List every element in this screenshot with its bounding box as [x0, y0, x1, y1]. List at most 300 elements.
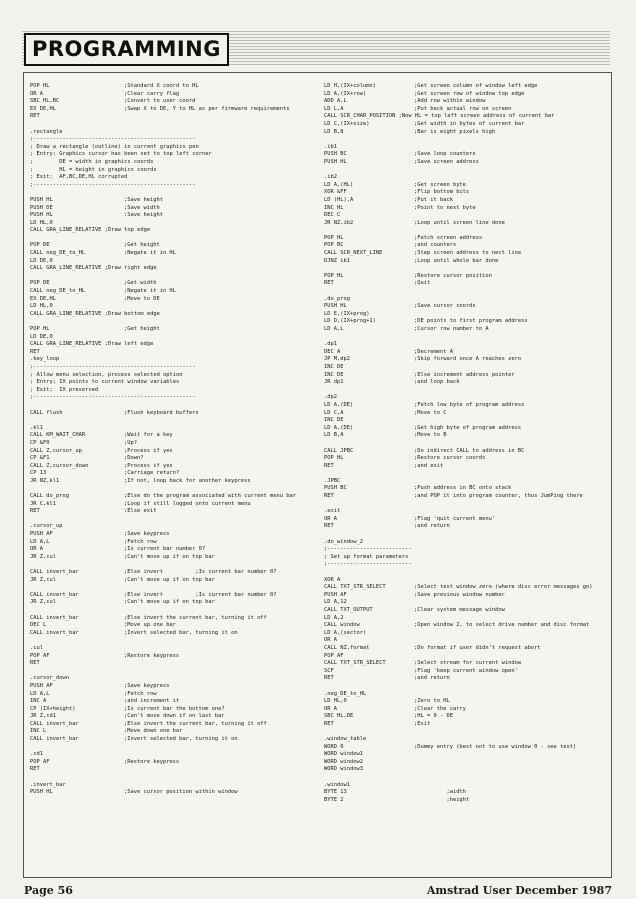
code-line: [30, 577, 318, 585]
code-comment: ;Can't move up if on top bar: [124, 576, 215, 583]
code-instruction: JR Z,cul: [30, 576, 56, 583]
code-line: [324, 630, 610, 638]
code-instruction: RET: [324, 720, 334, 727]
code-comment: ;Can't move up if on top bar: [124, 553, 215, 560]
code-instruction: OR A: [30, 90, 43, 97]
code-instruction: LD HL,0: [30, 219, 53, 226]
code-line: [324, 174, 610, 182]
code-comment: ;Loop until screen line done: [414, 219, 505, 226]
code-comment: ;Cursor row number to A: [414, 326, 489, 332]
code-instruction: DEC L: [30, 622, 47, 629]
code-instruction: INC DE: [324, 417, 344, 424]
code-line: [324, 273, 610, 281]
code-comment: ;Zero to HL: [414, 698, 450, 705]
code-line: [30, 630, 318, 638]
code-comment: ;and loop back: [414, 379, 460, 386]
code-line: [30, 653, 318, 661]
code-comment: ;and return: [414, 523, 450, 530]
code-line: [30, 334, 318, 342]
code-comment: ;Save keypress: [124, 682, 170, 689]
code-line: [324, 660, 610, 668]
code-line: [30, 212, 318, 220]
code-comment: ;Dummy entry (best not to use window 0 - see text): [414, 743, 577, 750]
code-line: [324, 751, 610, 759]
code-instruction: PUSH HL: [30, 789, 53, 796]
code-line: [324, 766, 610, 774]
code-instruction: ; Allow menu selection, process selected option: [30, 371, 183, 378]
code-comment: ;Bar is eight pixels high: [414, 128, 496, 135]
code-line: [324, 797, 610, 805]
code-instruction: INC L: [30, 728, 47, 735]
header-band: [22, 30, 610, 65]
code-comment: ;Do format if user didn't request abort: [414, 644, 541, 651]
code-instruction: PUSH BC: [324, 151, 347, 158]
code-instruction: LD A,L: [30, 690, 50, 697]
code-comment: ;Loop if still logged onto current menu: [124, 500, 251, 507]
code-comment: ;height: [414, 796, 470, 803]
code-comment: ;Else do the program associated with current menu bar: [124, 493, 297, 500]
code-line: [30, 675, 318, 683]
code-comment: ;Step screen address to nect line: [414, 250, 522, 257]
code-line: [30, 288, 318, 296]
code-line: [324, 675, 610, 683]
code-instruction: RET: [30, 113, 40, 120]
code-line: [30, 394, 318, 402]
code-instruction: POP AF: [30, 652, 50, 659]
code-line: [30, 766, 318, 774]
code-instruction: PUSH BC: [324, 485, 347, 492]
code-line: [324, 698, 610, 706]
code-line: [324, 113, 610, 121]
code-line: [324, 250, 610, 258]
code-instruction: LD A,L: [324, 326, 344, 332]
code-line: [324, 470, 610, 478]
code-comment: ;Convert to user coord: [124, 98, 196, 105]
code-line: [324, 296, 610, 304]
code-instruction: WORD 0: [324, 743, 344, 750]
code-instruction: RET: [30, 766, 40, 773]
code-instruction: CALL SCR_NEXT_LINE: [324, 250, 383, 257]
code-line: [324, 197, 610, 205]
code-comment: ;Do indirect CALL to address in BC: [414, 447, 525, 454]
code-line: [30, 485, 318, 493]
code-comment: ;Loop until whole bar done: [414, 257, 499, 264]
code-instruction: LD HL,0: [324, 698, 347, 705]
code-comment: ;Is current bar the bottom one?: [124, 705, 225, 712]
code-instruction: .cd1: [30, 751, 43, 758]
code-comment: ;Flush keyboard buffers: [124, 409, 199, 416]
code-line: [324, 448, 610, 456]
code-line: [324, 280, 610, 288]
code-comment: ;Push address in BC onto stack: [414, 485, 512, 492]
code-line: [324, 144, 610, 152]
code-line: [30, 531, 318, 539]
code-instruction: PUSH HL: [324, 158, 347, 165]
code-line: [30, 144, 318, 152]
code-line: [30, 227, 318, 235]
code-comment: ;Save width: [124, 204, 160, 211]
code-comment: ;Flag 'quit current menu': [414, 515, 496, 522]
code-line: [30, 432, 318, 440]
code-instruction: LD B,A: [324, 432, 344, 439]
code-instruction: ;--------------------------------------------------: [30, 181, 196, 188]
code-instruction: LD A,(IX+row): [324, 90, 367, 97]
code-comment: ;Else invert the current bar, turning it off: [124, 614, 267, 621]
code-line: [30, 493, 318, 501]
code-instruction: CALL GRA_LINE_RELATIVE ;Draw left edge: [30, 341, 154, 348]
code-line: [324, 242, 610, 250]
code-line: [30, 417, 318, 425]
code-comment: ;Add row within window: [414, 98, 486, 105]
code-instruction: CP 13: [30, 470, 47, 477]
code-comment: ;Negate it in HL: [124, 288, 176, 295]
code-instruction: INC HL: [324, 204, 344, 211]
code-instruction: ;--------------------------: [324, 561, 412, 568]
code-comment: ;Save cursor position within window: [124, 789, 238, 796]
code-line: [324, 546, 610, 554]
code-instruction: OR A: [30, 546, 43, 553]
code-instruction: .ib1: [324, 143, 337, 150]
code-line: [30, 607, 318, 615]
code-line: [30, 463, 318, 471]
code-line: [324, 554, 610, 562]
code-comment: ;Save cursor coords: [414, 303, 476, 310]
code-comment: ;Save keypress: [124, 531, 170, 538]
code-instruction: .cursor_up: [30, 523, 63, 530]
code-instruction: CALL invert_bar: [30, 569, 79, 575]
code-line: [324, 402, 610, 410]
code-instruction: CALL flush: [30, 409, 63, 416]
code-instruction: WORD window2: [324, 758, 363, 765]
code-instruction: .JPBC: [324, 477, 341, 484]
code-instruction: WORD window1: [324, 751, 363, 758]
code-line: [30, 523, 318, 531]
section-title: PROGRAMMING: [24, 33, 229, 66]
code-line: [30, 501, 318, 509]
code-line: [30, 410, 318, 418]
code-line: [324, 478, 610, 486]
code-line: [324, 561, 610, 569]
code-line: [30, 91, 318, 99]
code-instruction: CALL NZ,format: [324, 644, 370, 651]
code-line: [324, 387, 610, 395]
code-line: [324, 728, 610, 736]
code-line: [30, 273, 318, 281]
code-line: [30, 296, 318, 304]
code-instruction: RET: [324, 462, 334, 469]
code-instruction: LD C,(IX+size): [324, 120, 370, 127]
code-line: [324, 622, 610, 630]
code-line: [30, 197, 318, 205]
code-line: [324, 516, 610, 524]
right-code-column: [324, 83, 610, 804]
code-instruction: ADD A,L: [324, 98, 347, 105]
code-instruction: WORD window3: [324, 766, 363, 773]
code-line: [30, 713, 318, 721]
code-line: [30, 205, 318, 213]
code-instruction: CALL SCR_CHAR_POSITION ;Now HL = top left screen address of current bar: [324, 113, 555, 120]
code-instruction: CALL invert_bar: [30, 736, 79, 743]
code-line: [324, 349, 610, 357]
code-line: [324, 151, 610, 159]
code-instruction: JR Z,cul: [30, 599, 56, 606]
code-instruction: CALL TXT_STR_SELECT: [324, 584, 386, 591]
code-line: [324, 774, 610, 782]
code-instruction: XOR A: [324, 576, 341, 583]
code-line: [324, 98, 610, 106]
code-comment: ;width: [414, 789, 466, 796]
code-line: [30, 478, 318, 486]
code-comment: ;Can't move up if on top bar: [124, 599, 215, 606]
code-line: [30, 387, 318, 395]
code-instruction: RET: [324, 675, 334, 682]
code-line: [30, 569, 318, 577]
code-instruction: JR Z,cul: [30, 553, 56, 560]
code-instruction: CALL do_prog: [30, 493, 69, 500]
code-line: [324, 691, 610, 699]
code-comment: ;Get screen row of window top edge: [414, 90, 525, 97]
code-comment: ;Process if yes: [124, 447, 173, 454]
code-instruction: ; Set up format parameters: [324, 553, 409, 560]
code-comment: ;Point to next byte: [414, 204, 476, 211]
code-instruction: OR A: [324, 705, 337, 712]
code-instruction: JR dp1: [324, 379, 344, 386]
code-line: [30, 584, 318, 592]
code-instruction: LD A,(sector): [324, 629, 367, 636]
code-line: [30, 691, 318, 699]
code-instruction: SBC HL,DE: [324, 713, 354, 720]
code-comment: ;Else invert ;Is current bar number 0?: [124, 591, 277, 598]
code-line: [30, 364, 318, 372]
code-instruction: POP AF: [324, 652, 344, 659]
code-instruction: DJNZ ib1: [324, 257, 350, 264]
code-instruction: CALL Z,cursor_up: [30, 447, 82, 454]
code-line: [30, 265, 318, 273]
code-line: [30, 372, 318, 380]
code-comment: ;Fetch low byte of program address: [414, 401, 525, 408]
code-comment: ;Save previous window number: [414, 591, 505, 598]
code-instruction: .ib2: [324, 174, 337, 181]
code-line: [30, 106, 318, 114]
code-line: [324, 417, 610, 425]
code-line: [30, 326, 318, 334]
code-instruction: ;--------------------------------------------------: [30, 136, 196, 143]
code-line: [324, 227, 610, 235]
code-instruction: .key_loop: [30, 356, 60, 363]
code-comment: ;Save loop counters: [414, 151, 476, 158]
code-instruction: .neg_DE_to_HL: [324, 690, 367, 697]
code-line: [324, 311, 610, 319]
code-comment: ;Else invert the current bar, turning it off: [124, 720, 267, 727]
code-instruction: PUSH HL: [30, 212, 53, 219]
code-instruction: BYTE 13: [324, 789, 347, 796]
code-line: [324, 205, 610, 213]
code-instruction: LD E,(IX+prog): [324, 310, 370, 317]
code-line: [324, 212, 610, 220]
code-line: [324, 668, 610, 676]
code-line: [324, 584, 610, 592]
code-instruction: CALL neg_DE_to_HL: [30, 288, 86, 295]
code-line: [30, 751, 318, 759]
code-line: [324, 235, 610, 243]
code-instruction: JR NZ,kl1: [30, 477, 60, 484]
code-instruction: RET: [30, 348, 40, 355]
code-line: [324, 463, 610, 471]
code-comment: ;HL = 0 - DE: [414, 713, 453, 720]
code-line: [324, 683, 610, 691]
code-comment: ;Put back actual row on screen: [414, 105, 512, 112]
code-comment: ;Clear system message window: [414, 606, 505, 613]
code-line: [30, 311, 318, 319]
code-line: [324, 379, 610, 387]
left-code-column: [30, 83, 318, 797]
code-comment: ;Select stream for current window: [414, 660, 522, 667]
code-instruction: JR NZ,ib2: [324, 219, 354, 226]
code-line: [324, 288, 610, 296]
code-instruction: ; HL = height in graphics coords: [30, 166, 157, 173]
code-line: [324, 736, 610, 744]
code-instruction: LD A,L: [30, 538, 50, 545]
code-line: [324, 258, 610, 266]
code-line: [30, 258, 318, 266]
code-instruction: PUSH HL: [30, 196, 53, 203]
code-line: [30, 622, 318, 630]
code-comment: ;Wait for a key: [124, 432, 173, 439]
code-comment: ;Can't move down if on last bar: [124, 713, 225, 720]
code-instruction: LD A,(DE): [324, 401, 354, 408]
code-line: [30, 220, 318, 228]
code-line: [324, 485, 610, 493]
code-instruction: SCF: [324, 667, 334, 674]
code-comment: ;Invert selected bar, turning it on: [124, 736, 238, 743]
code-line: [30, 546, 318, 554]
code-instruction: RET: [324, 493, 334, 500]
code-line: [30, 470, 318, 478]
code-line: [324, 318, 610, 326]
code-line: [324, 167, 610, 175]
code-instruction: XOR &FF: [324, 189, 347, 196]
code-instruction: .window_table: [324, 736, 367, 743]
code-instruction: POP BC: [324, 242, 344, 249]
code-instruction: CP &F0: [30, 439, 50, 446]
code-comment: ;Exit: [414, 720, 431, 727]
code-instruction: DEC C: [324, 212, 341, 219]
code-instruction: LD B,8: [324, 128, 344, 135]
code-line: [30, 341, 318, 349]
code-line: [324, 394, 610, 402]
code-instruction: CALL invert_bar: [30, 591, 79, 598]
code-line: [324, 508, 610, 516]
code-comment: ;Quit: [414, 280, 431, 287]
code-comment: ;and counters: [414, 242, 457, 249]
code-line: [30, 242, 318, 250]
code-line: [324, 653, 610, 661]
code-comment: ;Get screen column of window left edge: [414, 83, 538, 89]
code-comment: ;Fetch screen address: [414, 234, 483, 241]
code-line: [30, 303, 318, 311]
code-line: [324, 189, 610, 197]
code-instruction: SBC HL,BC: [30, 98, 60, 105]
code-comment: ;and increment it: [124, 698, 180, 705]
code-instruction: POP HL: [324, 234, 344, 241]
code-instruction: POP HL: [30, 83, 50, 89]
code-comment: ;Move to B: [414, 432, 447, 439]
code-line: [30, 98, 318, 106]
code-line: [30, 83, 318, 91]
code-comment: ;Move to DE: [124, 295, 160, 302]
code-line: [30, 129, 318, 137]
code-line: [30, 113, 318, 121]
code-instruction: .do_prog: [324, 295, 350, 302]
code-comment: ;Carriage return?: [124, 470, 180, 477]
code-instruction: .invert_bar: [30, 781, 66, 788]
code-instruction: INC DE: [324, 371, 344, 378]
code-line: [324, 91, 610, 99]
code-instruction: JP M,dp2: [324, 356, 350, 363]
code-line: [324, 706, 610, 714]
code-line: [30, 235, 318, 243]
code-line: [30, 660, 318, 668]
code-comment: ;Down?: [124, 455, 144, 462]
code-line: [30, 159, 318, 167]
code-comment: ;Get screen byte: [414, 181, 466, 188]
code-line: [324, 789, 610, 797]
code-comment: ;and POP it into program counter, thus JumPing there: [414, 493, 583, 500]
code-line: [324, 759, 610, 767]
code-line: [324, 539, 610, 547]
code-instruction: PUSH AF: [30, 682, 53, 689]
code-line: [324, 326, 610, 334]
code-instruction: CALL invert_bar: [30, 720, 79, 727]
code-comment: ;Save height: [124, 212, 163, 219]
code-comment: ;Restore cursor position: [414, 272, 492, 279]
code-line: [30, 440, 318, 448]
code-comment: ;Restore cursor coords: [414, 455, 486, 462]
code-instruction: OR A: [324, 637, 337, 644]
code-instruction: .dp2: [324, 394, 337, 401]
code-line: [30, 379, 318, 387]
code-instruction: JR Z,cd1: [30, 713, 56, 720]
code-comment: ;Decrement A: [414, 348, 453, 355]
code-instruction: LD DE,0: [30, 333, 53, 340]
code-line: [30, 189, 318, 197]
code-line: [324, 334, 610, 342]
code-line: [324, 455, 610, 463]
code-line: [30, 599, 318, 607]
code-comment: ;Else invert ;Is current bar number 0?: [124, 569, 277, 575]
code-line: [30, 736, 318, 744]
code-instruction: RET: [324, 523, 334, 530]
code-instruction: POP HL: [30, 326, 50, 332]
code-comment: ;Put it back: [414, 196, 453, 203]
code-instruction: CALL invert_bar: [30, 614, 79, 621]
code-line: [30, 744, 318, 752]
code-comment: ;Save height: [124, 196, 163, 203]
code-instruction: CALL TXT_STR_SELECT: [324, 660, 386, 667]
code-line: [30, 349, 318, 357]
code-line: [30, 554, 318, 562]
code-instruction: CALL JPBC: [324, 447, 354, 454]
code-comment: ;Restore keypress: [124, 652, 180, 659]
code-line: [30, 759, 318, 767]
code-line: [324, 159, 610, 167]
code-line: [324, 410, 610, 418]
code-instruction: DEC A: [324, 348, 341, 355]
code-line: [324, 341, 610, 349]
code-line: [30, 561, 318, 569]
code-line: [30, 151, 318, 159]
code-comment: ;Get high byte of program address: [414, 424, 522, 431]
